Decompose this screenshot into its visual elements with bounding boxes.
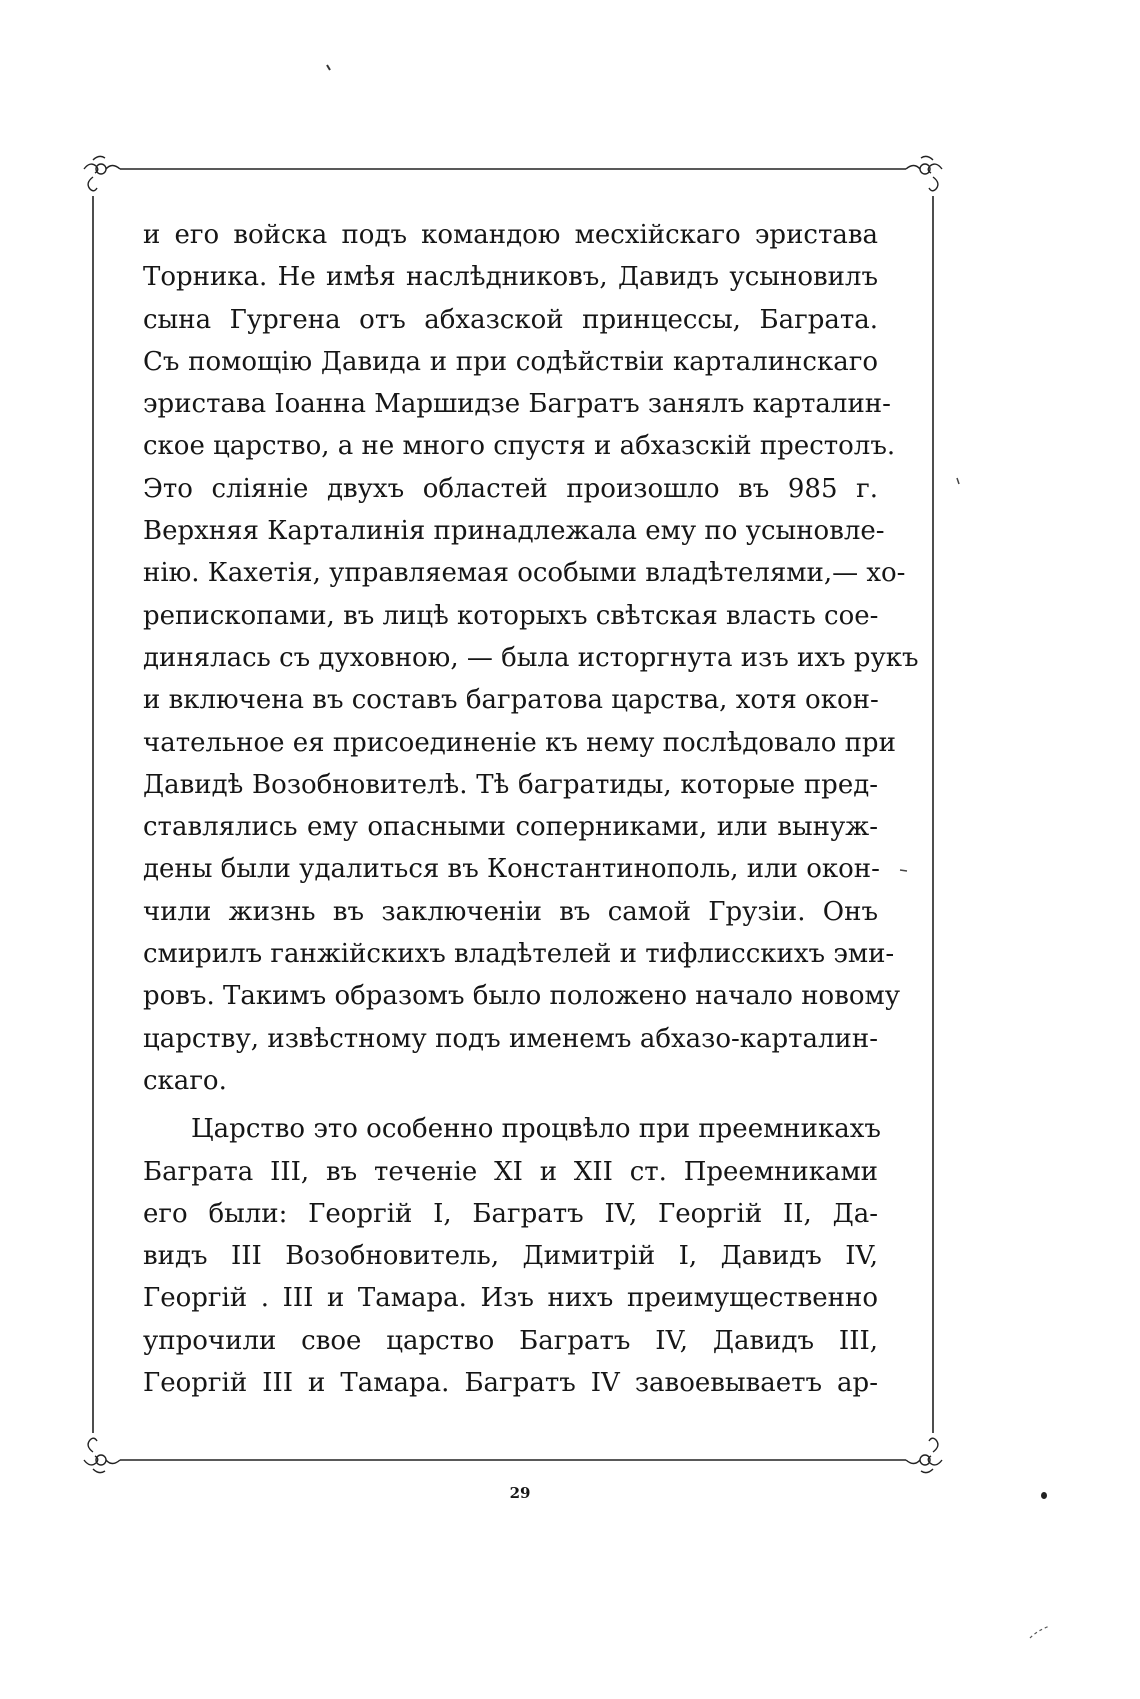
- page-text: [143, 214, 919, 1404]
- corner-ornament-top-right: [906, 156, 942, 190]
- text-line: Георгій . III и Тамара. Изъ нихъ преимущественно: [143, 1283, 878, 1314]
- text-line: его были: Георгій I, Багратъ IV, Георгій II, Да-: [143, 1198, 878, 1229]
- text-line: сына Гургена отъ абхазской принцессы, Баграта.: [143, 304, 878, 335]
- text-line: чили жизнь въ заключеніи въ самой Грузіи. Онъ: [143, 896, 878, 927]
- text-line: чательное ея присоединеніе къ нему послѣдовало при: [143, 727, 896, 758]
- text-line: царству, извѣстному подъ именемъ абхазо-карталин-: [143, 1023, 878, 1054]
- text-line: скаго.: [143, 1065, 227, 1096]
- text-line: смирилъ ганжійскихъ владѣтелей и тифлисскихъ эми-: [143, 939, 895, 970]
- text-line: эристава Іоанна Маршидзе Багратъ занялъ карталин-: [143, 389, 891, 420]
- text-line: Баграта III, въ теченіе XI и XII ст. Преемниками: [143, 1156, 878, 1187]
- corner-ornament-bottom-left: [84, 1438, 120, 1472]
- text-line: дены были удалиться въ Константинополь, или окон-: [143, 854, 880, 885]
- text-line: Торника. Не имѣя наслѣдниковъ, Давидъ усыновилъ: [143, 262, 878, 293]
- text-line: репископами, въ лицѣ которыхъ свѣтская власть сое-: [143, 600, 879, 631]
- text-line: нію. Кахетія, управляемая особыми владѣтелями,— хо-: [143, 558, 906, 589]
- text-line: Георгій III и Тамара. Багратъ IV завоевываетъ ар-: [143, 1368, 878, 1399]
- text-line: ставлялись ему опасными соперниками, или вынуж-: [143, 812, 878, 843]
- text-line: Давидѣ Возобновителѣ. Тѣ багратиды, которые пред-: [143, 769, 878, 800]
- text-line: ское царство, а не много спустя и абхазскій престолъ.: [143, 431, 896, 462]
- page-number: 29: [509, 1484, 531, 1502]
- text-line: видъ III Возобновитель, Димитрій I, Давидъ IV,: [143, 1241, 878, 1272]
- text-line: Съ помощію Давида и при содѣйствіи карталинскаго: [143, 346, 878, 377]
- text-line: динялась съ духовною, — была исторгнута изъ ихъ рукъ: [143, 642, 919, 673]
- corner-ornament-top-left: [84, 156, 120, 190]
- text-line: Это сліяніе двухъ областей произошло въ 985 г.: [143, 473, 878, 504]
- text-line: Верхняя Карталинія принадлежала ему по усыновле-: [143, 516, 885, 547]
- text-line: и его войска подъ командою месхійскаго эристава: [143, 220, 878, 250]
- corner-ornament-bottom-right: [906, 1438, 942, 1472]
- paragraph-2: [143, 1108, 881, 1404]
- text-line: упрочили свое царство Багратъ IV, Давидъ III,: [143, 1325, 878, 1356]
- text-line: Царство это особенно процвѣло при преемникахъ: [191, 1114, 881, 1145]
- text-line: и включена въ составъ багратова царства, хотя окон-: [143, 685, 879, 716]
- paragraph-1: [143, 214, 919, 1102]
- text-line: ровъ. Такимъ образомъ было положено начало новому: [143, 981, 901, 1012]
